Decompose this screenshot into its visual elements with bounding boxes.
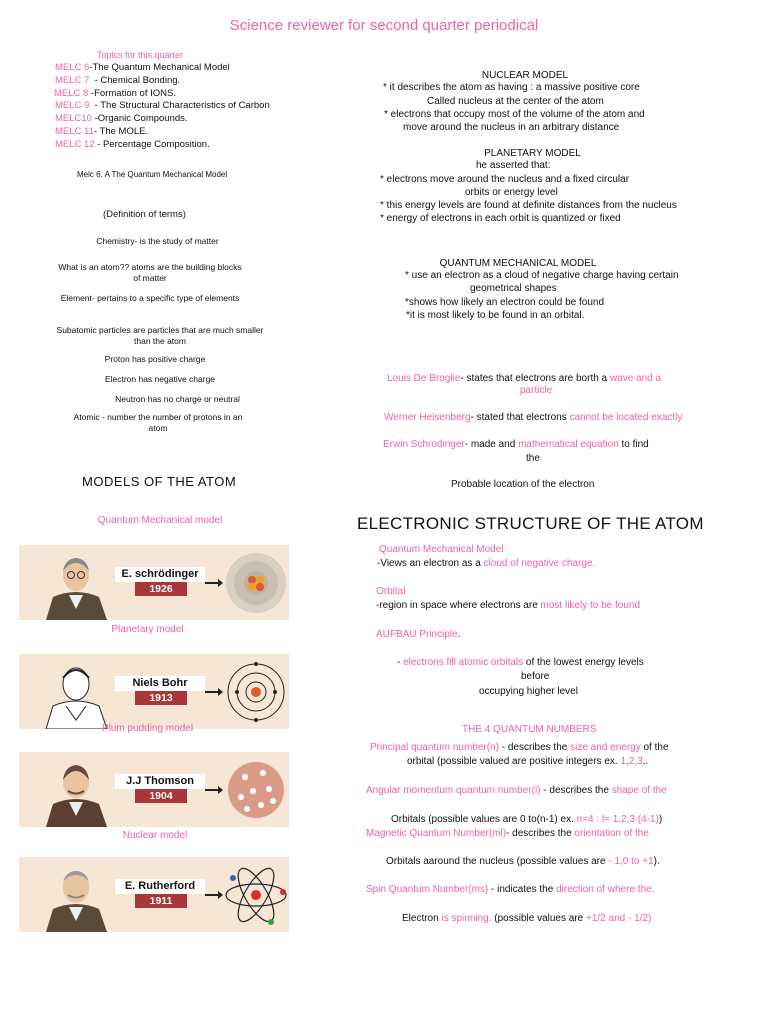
def-atom: What is an atom?? atoms are the building blocks of matter [58, 262, 242, 283]
bohr-atom-icon [223, 659, 289, 725]
aufbau-line1: - electrons fill atomic orbitals of the lowest energy levels [397, 657, 644, 668]
topic-item: MELC 11- The MOLE. [55, 125, 149, 137]
planetary-line3: orbits or energy level [465, 187, 558, 198]
principal-qn-line: Principal quantum number(n) - describes the size and energy of the [370, 742, 669, 753]
orbital-definition: -region in space where electrons are most likely to be found [376, 600, 641, 611]
bohr-banner [19, 654, 289, 729]
planetary-model-heading: PLANETARY MODEL [484, 148, 581, 159]
schrodinger-plate: E. schrödinger 1926 [115, 567, 205, 597]
nuclear-line4: move around the nucleus in an arbitrary distance [403, 122, 620, 133]
nuclear-model-heading: NUCLEAR MODEL [481, 70, 569, 81]
planetary-line2: * electrons move around the nucleus and a fixed circular [380, 174, 630, 185]
arrow-icon [205, 582, 219, 584]
quantum-model-heading: QUANTUM MECHANICAL MODEL [439, 258, 597, 269]
principal-qn-line2: orbital (possible valued are positive integers ex. 1,2,3.. [407, 756, 649, 767]
schrodinger-line: Erwin Schrodinger- made and mathematical equation to find [383, 439, 649, 450]
thomson-banner [19, 752, 289, 827]
angular-qn-line: Angular momentum quantum number(l) - describes the shape of the [366, 785, 667, 796]
topic-item: MELC 6-The Quantum Mechanical Model [55, 62, 230, 73]
topics-heading: Topics for this quarter [97, 50, 184, 60]
rutherford-atom-icon [223, 862, 289, 928]
orbitals-values-line: Orbitals (possible values are 0 to(n-1) ex. n=4 : l= 1,2,3 (4-1)) [391, 814, 663, 825]
electronic-structure-heading: ELECTRONIC STRUCTURE OF THE ATOM [357, 514, 704, 533]
aufbau-before: before [521, 671, 550, 682]
def-proton: Proton has positive charge [104, 354, 206, 364]
schrodinger-portrait [41, 551, 111, 620]
model-label-plum: Plum pudding model [101, 723, 194, 734]
topic-item: MELC 8 -Formation of IONS. [54, 87, 176, 99]
melc6-subtitle: Melc 6. A The Quantum Mechanical Model [77, 170, 228, 179]
definition-heading: (Definition of terms) [103, 209, 186, 220]
nuclear-line2: Called nucleus at the center of the atom [427, 96, 604, 107]
nuclear-line3: * electrons that occupy most of the volume of the atom and [384, 109, 645, 120]
orbital-heading: Orbital [376, 586, 406, 597]
topic-item: MELC10 -Organic Compounds. [55, 113, 188, 125]
topic-item: MELC 9 - The Structural Characteristics of Carbon [55, 100, 270, 112]
schrodinger-the: the [526, 453, 540, 464]
aufbau-heading: AUFBAU Principle. [376, 629, 461, 640]
quantum-line2: geometrical shapes [470, 283, 557, 294]
planetary-line1: he asserted that: [476, 160, 551, 171]
quantum-line3: *shows how likely an electron could be found [405, 297, 605, 308]
arrow-icon [205, 789, 219, 791]
planetary-line4: * this energy levels are found at definite distances from the nucleus [380, 200, 677, 211]
nuclear-line1: * it describes the atom as having : a massive positive core [383, 82, 640, 93]
aufbau-occupying: occupying higher level [479, 686, 578, 697]
topic-item: MELC 7 - Chemical Bonding. [55, 74, 181, 86]
heisenberg-line: Werner Heisenberg- stated that electrons cannot be located exactly [384, 412, 683, 423]
rutherford-banner [19, 857, 289, 932]
page-title: Science reviewer for second quarter periodical [229, 17, 539, 34]
models-heading: MODELS OF THE ATOM [82, 474, 237, 489]
debroglie-line2: particle [520, 385, 553, 396]
plum-pudding-icon [223, 757, 289, 823]
model-label-nuclear: Nuclear model [122, 830, 188, 841]
rutherford-portrait [41, 863, 111, 932]
bohr-portrait [41, 660, 111, 729]
debroglie-line: Louis De Broglie- states that electrons are borth a wave and a [387, 373, 662, 384]
def-element: Element- pertains to a specific type of elements [60, 293, 240, 303]
spin-qn-line2: Electron is spinning. (possible values are +1/2 and - 1/2) [402, 913, 652, 924]
model-label-quantum: Quantum Mechanical model [97, 515, 223, 526]
qmm-heading: Quantum Mechanical Model [379, 544, 504, 555]
bohr-plate: Niels Bohr 1913 [115, 676, 205, 706]
arrow-icon [205, 894, 219, 896]
def-chemistry: Chemistry- is the study of matter [96, 236, 219, 246]
quantum-line1: * use an electron as a cloud of negative charge having certain [405, 270, 679, 281]
thomson-portrait [41, 758, 111, 827]
magnetic-qn-line: Magnetic Quantum Number(ml)- describes the orientation of the [366, 828, 649, 839]
planetary-line5: * energy of electrons in each orbit is quantized or fixed [380, 213, 621, 224]
topic-item: MELC 12 - Percentage Composition. [55, 138, 210, 150]
def-subatomic: Subatomic particles are particles that are much smaller than the atom [56, 325, 264, 346]
electron-cloud-icon [223, 550, 289, 616]
model-label-planetary: Planetary model [111, 624, 184, 635]
qmm-definition: -Views an electron as a cloud of negative charge. [377, 558, 596, 569]
thomson-plate: J.J Thomson 1904 [115, 774, 205, 804]
quantum-line4: *it is most likely to be found in an orbital. [406, 310, 585, 321]
rutherford-plate: E. Rutherford 1911 [115, 879, 205, 909]
probable-location: Probable location of the electron [451, 479, 595, 490]
quantum-numbers-heading: THE 4 QUANTUM NUMBERS [462, 724, 597, 735]
def-atomic: Atomic - number the number of protons in an atom [73, 412, 243, 433]
spin-qn-line: Spin Quantum Number(ms) - indicates the direction of where the. [366, 884, 655, 895]
def-neutron: Neutron has no charge or neutral [115, 394, 240, 404]
topics-list [55, 62, 270, 152]
schrodinger-banner [19, 545, 289, 620]
def-electron: Electron has negative charge [104, 374, 216, 384]
magnetic-qn-line2: Orbitals aaround the nucleus (possible values are - 1,0 to +1). [386, 856, 660, 867]
arrow-icon [205, 691, 219, 693]
